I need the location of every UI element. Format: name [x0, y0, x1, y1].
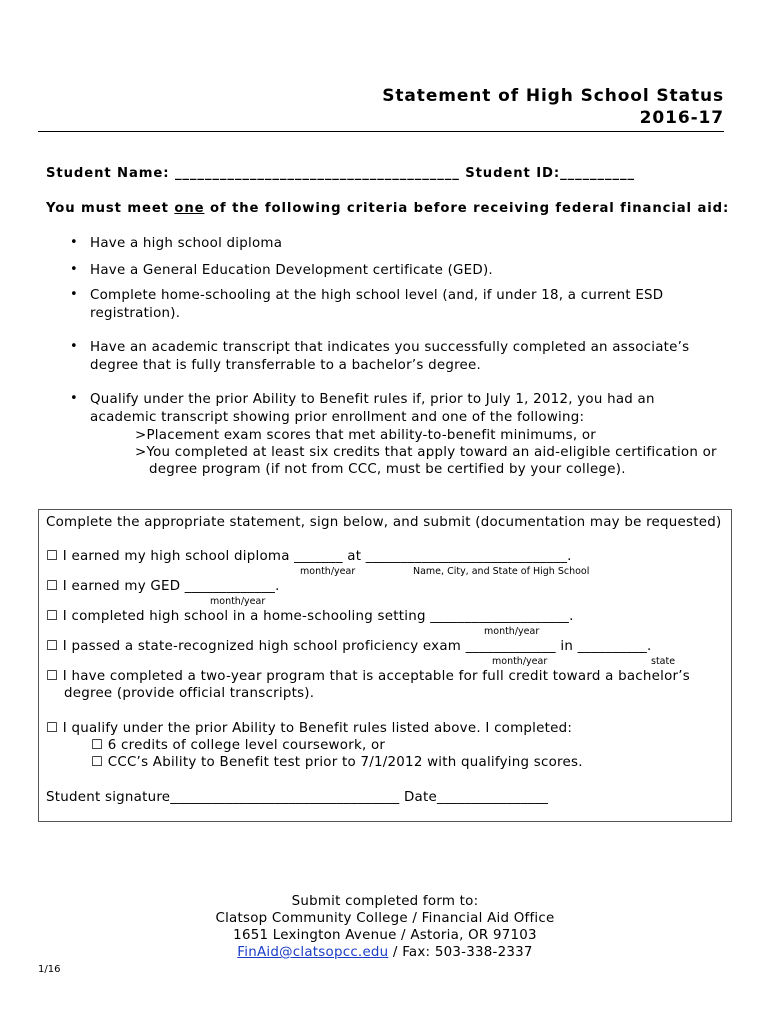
email-link[interactable]: FinAid@clatsopcc.edu [237, 945, 389, 960]
criteria-item: Complete home-schooling at the high school level (and, if under 18, a current ESD registration). [90, 288, 664, 321]
footer-submit-label: Submit completed form to: [291, 894, 479, 909]
ability-to-benefit-option[interactable]: ☐ I qualify under the prior Ability to Benefit rules listed above. I completed: [46, 721, 573, 736]
footer-contact [0, 945, 770, 960]
exam-date-caption: month/year [492, 656, 548, 667]
ged-option[interactable]: ☐ I earned my GED _____________. [46, 579, 280, 594]
criteria-intro [46, 201, 729, 216]
diploma-option[interactable]: ☐ I earned my high school diploma _______ at _____________________________. [46, 549, 572, 564]
footer-office: Clatsop Community College / Financial Aid Office [215, 911, 555, 926]
bullet-icon: • [70, 235, 78, 250]
signature-date-line[interactable]: Student signature_________________________________ Date________________ [46, 790, 549, 805]
page-number: 1/16 [38, 964, 61, 975]
exam-state-caption: state [651, 656, 676, 667]
school-year: 2016-17 [639, 108, 724, 128]
bullet-icon: • [70, 339, 78, 354]
diploma-date-caption: month/year [300, 566, 356, 577]
criteria-sub-item: >You completed at least six credits that apply toward an aid-eligible certification or [135, 445, 717, 460]
criteria-item: Have a General Education Development certificate (GED). [90, 263, 493, 278]
bullet-icon: • [70, 287, 78, 302]
fax-number: / Fax: 503-338-2337 [388, 945, 533, 960]
student-name-id-line: Student Name: ______________________________________ Student ID:__________ [46, 166, 636, 181]
atb-credits-option[interactable]: ☐ 6 credits of college level coursework, or [91, 738, 386, 753]
home-school-option[interactable]: ☐ I completed high school in a home-schooling setting ____________________. [46, 609, 574, 624]
atb-test-option[interactable]: ☐ CCC’s Ability to Benefit test prior to 7/1/2012 with qualifying scores. [91, 755, 583, 770]
criteria-item: Have an academic transcript that indicates you successfully completed an associate’s degree that is fully transferrable to a bachelor’s degree. [90, 340, 690, 373]
criteria-item: Qualify under the prior Ability to Benefit rules if, prior to July 1, 2012, you had an academic transcript showing prior enrollment and one of the following: [90, 392, 655, 425]
title-divider [38, 131, 724, 132]
bullet-icon: • [70, 262, 78, 277]
form-instruction: Complete the appropriate statement, sign below, and submit (documentation may be requested) [46, 515, 722, 530]
bullet-icon: • [70, 391, 78, 406]
criteria-item: Have a high school diploma [90, 236, 283, 251]
two-year-program-option-cont: degree (provide official transcripts). [64, 686, 315, 701]
diploma-school-caption: Name, City, and State of High School [413, 566, 590, 577]
page-title: Statement of High School Status [382, 86, 724, 106]
home-school-date-caption: month/year [484, 626, 540, 637]
criteria-sub-item: degree program (if not from CCC, must be certified by your college). [149, 462, 626, 477]
footer-address: 1651 Lexington Avenue / Astoria, OR 97103 [233, 928, 537, 943]
two-year-program-option[interactable]: ☐ I have completed a two-year program that is acceptable for full credit toward a bachelor’s [46, 669, 691, 684]
criteria-intro-emphasis: one [174, 201, 205, 216]
criteria-intro-post: of the following criteria before receiving federal financial aid: [204, 201, 730, 216]
criteria-sub-item: >Placement exam scores that met ability-to-benefit minimums, or [135, 428, 597, 443]
ged-date-caption: month/year [210, 596, 266, 607]
proficiency-exam-option[interactable]: ☐ I passed a state-recognized high school proficiency exam _____________ in __________. [46, 639, 652, 654]
criteria-intro-pre: You must meet [46, 201, 175, 216]
